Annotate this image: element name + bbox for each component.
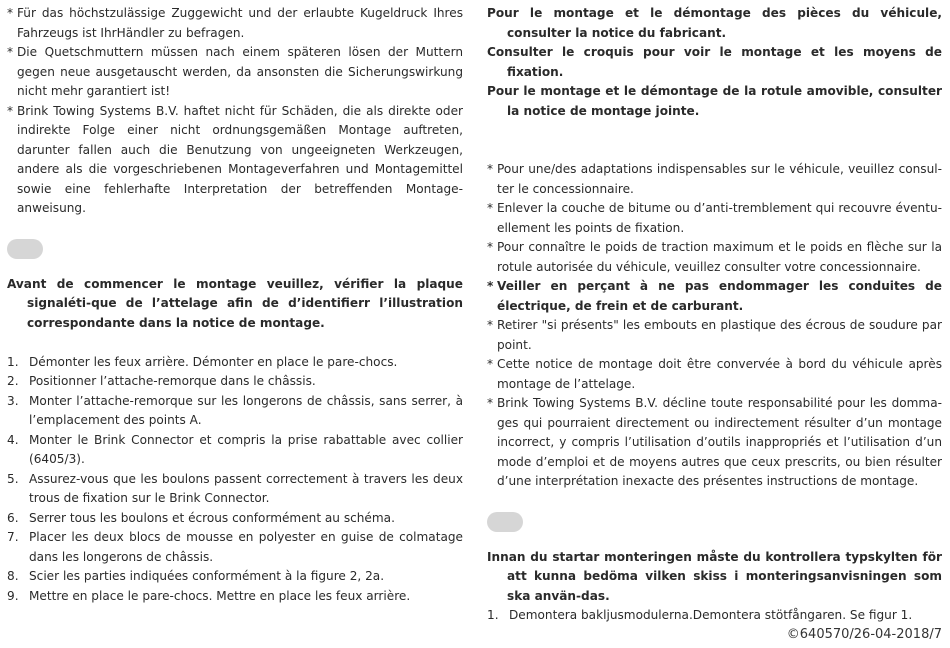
list-number: 7. — [7, 530, 19, 544]
list-text: Monter le Brink Connector et compris la prise rabattable avec collier (6405/3). — [29, 432, 463, 466]
fr-note: * Veiller en perçant à ne pas endommager les conduites de électrique, de frein et de carburant. — [487, 279, 942, 313]
list-text: Mettre en place le pare-chocs. Mettre en place les feux arrière. — [29, 588, 411, 603]
list-item — [487, 606, 942, 626]
fr-intro: Avant de commencer le montage veuillez, vérifier la plaque signaléti-que de l’attelage afin de d’identifierr l’illustration correspondante dans la notice de montage. — [7, 276, 463, 330]
fr-note: * Enlever la couche de bitume ou d’anti-tremblement qui recouvre éventu-ellement les points de fixation. — [487, 201, 942, 235]
fr-note-text: Retirer "si présents" les embouts en plastique des écrous de soudure par point. — [497, 318, 942, 352]
fr-note-text: Brink Towing Systems B.V. décline toute responsabilité pour les domma-ges qui pourraient directement ou indirectement résulter d’un montage incorrect, y compris l’utilisation d’outils inappropriés et l’utilisation d’un mode d’emploi et de moyens autres que ceux prescrits, ou bien résulter d’une interprétation inexacte des présentes instructions de montage. — [497, 396, 942, 488]
list-item — [7, 470, 463, 509]
list-item — [7, 372, 463, 392]
list-number: 5. — [7, 471, 19, 486]
fr-bold-note: Consulter le croquis pour voir le montage et les moyens de fixation. — [487, 45, 942, 79]
list-item — [7, 528, 463, 567]
fr-bold-note: Pour le montage et le démontage de la rotule amovible, consulter la notice de montage jointe. — [487, 84, 942, 118]
language-flag-badge — [487, 512, 523, 532]
list-number: 4. — [7, 432, 19, 447]
list-item — [7, 587, 463, 607]
list-text: Assurez-vous que les boulons passent correctement à travers les deux trous de fixation sur le Brink Connector. — [29, 471, 463, 505]
fr-note-text: Cette notice de montage doit être convervée à bord du véhicule après montage de l’attelage. — [497, 357, 942, 391]
list-item — [7, 567, 463, 587]
list-number: 1. — [7, 354, 19, 369]
list-text: Démonter les feux arrière. Démonter en place le pare-chocs. — [29, 354, 398, 369]
list-text: Serrer tous les boulons et écrous conformément au schéma. — [29, 510, 395, 525]
list-number: 2. — [7, 374, 19, 388]
list-number: 6. — [7, 510, 19, 525]
left-column — [7, 4, 463, 606]
list-item — [7, 392, 463, 431]
fr-note: * Cette notice de montage doit être convervée à bord du véhicule après montage de l’attelage. — [487, 357, 942, 391]
sv-intro: Innan du startar monteringen måste du kontrollera typskylten för att kunna bedöma vilken skiss i monteringsanvisningen som ska använ-das. — [487, 549, 942, 603]
list-item — [7, 431, 463, 470]
de-note: * Die Quetschmuttern müssen nach einem späteren lösen der Muttern gegen neue ausgetauscht werden, da ansonsten die Sicherungswirkung nicht mehr garantiert ist! — [7, 45, 463, 98]
fr-note: * Pour une/des adaptations indispensables sur le véhicule, veuillez consul-ter le concessionnaire. — [487, 162, 942, 196]
list-item — [7, 509, 463, 529]
fr-bold-note: Pour le montage et le démontage des pièces du véhicule, consulter la notice du fabricant. — [487, 6, 942, 40]
language-flag-badge — [7, 239, 43, 259]
fr-note-text: Veiller en perçant à ne pas endommager les conduites de électrique, de frein et de carburant. — [497, 279, 942, 313]
list-number: 3. — [7, 393, 19, 408]
list-number: 1. — [487, 608, 499, 622]
right-column — [487, 4, 942, 626]
fr-note: * Retirer "si présents" les embouts en plastique des écrous de soudure par point. — [487, 318, 942, 352]
list-text: Positionner l’attache-remorque dans le châssis. — [29, 374, 316, 388]
sv-steps-list — [487, 606, 942, 626]
list-number: 8. — [7, 569, 19, 583]
list-item — [7, 353, 463, 373]
de-note: * Für das höchstzulässige Zuggewicht und der erlaubte Kugeldruck Ihres Fahrzeugs ist IhrHändler zu befragen. — [7, 6, 463, 40]
fr-steps-list — [7, 353, 463, 607]
list-number: 9. — [7, 588, 19, 603]
list-text: Monter l’attache-remorque sur les longerons de châssis, sans serrer, à l’emplacement des points A. — [29, 393, 463, 427]
fr-note-text: Pour une/des adaptations indispensables sur le véhicule, veuillez consul-ter le concessionnaire. — [497, 162, 942, 196]
fr-notes-list — [487, 160, 942, 492]
list-text: Demontera bakljusmodulerna.Demontera stötfångaren. Se figur 1. — [509, 608, 913, 622]
de-note: * Brink Towing Systems B.V. haftet nicht für Schäden, die als direkte oder indirekte Folge einer nicht ordnungsgemäßen Montage auftreten, darunter fallen auch die Benutzung von ungeeigneten Werkzeugen, andere als die vorgeschriebenen Montageverfahren und Montagemittel sowie eine fehlerhafte Interpretation der betreffenden Montage-anweisung. — [7, 103, 463, 215]
list-text: Scier les parties indiquées conformément à la figure 2, 2a. — [29, 569, 385, 583]
fr-note: * Pour connaître le poids de traction maximum et le poids en flèche sur la rotule autorisée du véhicule, veuillez consulter votre concessionnaire. — [487, 240, 942, 274]
fr-note-text: Pour connaître le poids de traction maximum et le poids en flèche sur la rotule autorisée du véhicule, veuillez consulter votre concessionnaire. — [497, 240, 942, 274]
document-code: ©640570/26-04-2018/7 — [786, 627, 942, 642]
fr-note: * Brink Towing Systems B.V. décline toute responsabilité pour les domma-ges qui pourraient directement ou indirectement résulter d’un montage incorrect, y compris l’utilisation d’outils inappropriés et l’utilisation d’un mode d’emploi et de moyens autres que ceux prescrits, ou bien résulter d’une interprétation inexacte des présentes instructions de montage. — [487, 396, 942, 488]
fr-note-text: Enlever la couche de bitume ou d’anti-tremblement qui recouvre éventu-ellement les points de fixation. — [497, 201, 942, 235]
list-text: Placer les deux blocs de mousse en polyester en guise de colmatage dans les longerons de châssis. — [29, 530, 463, 564]
